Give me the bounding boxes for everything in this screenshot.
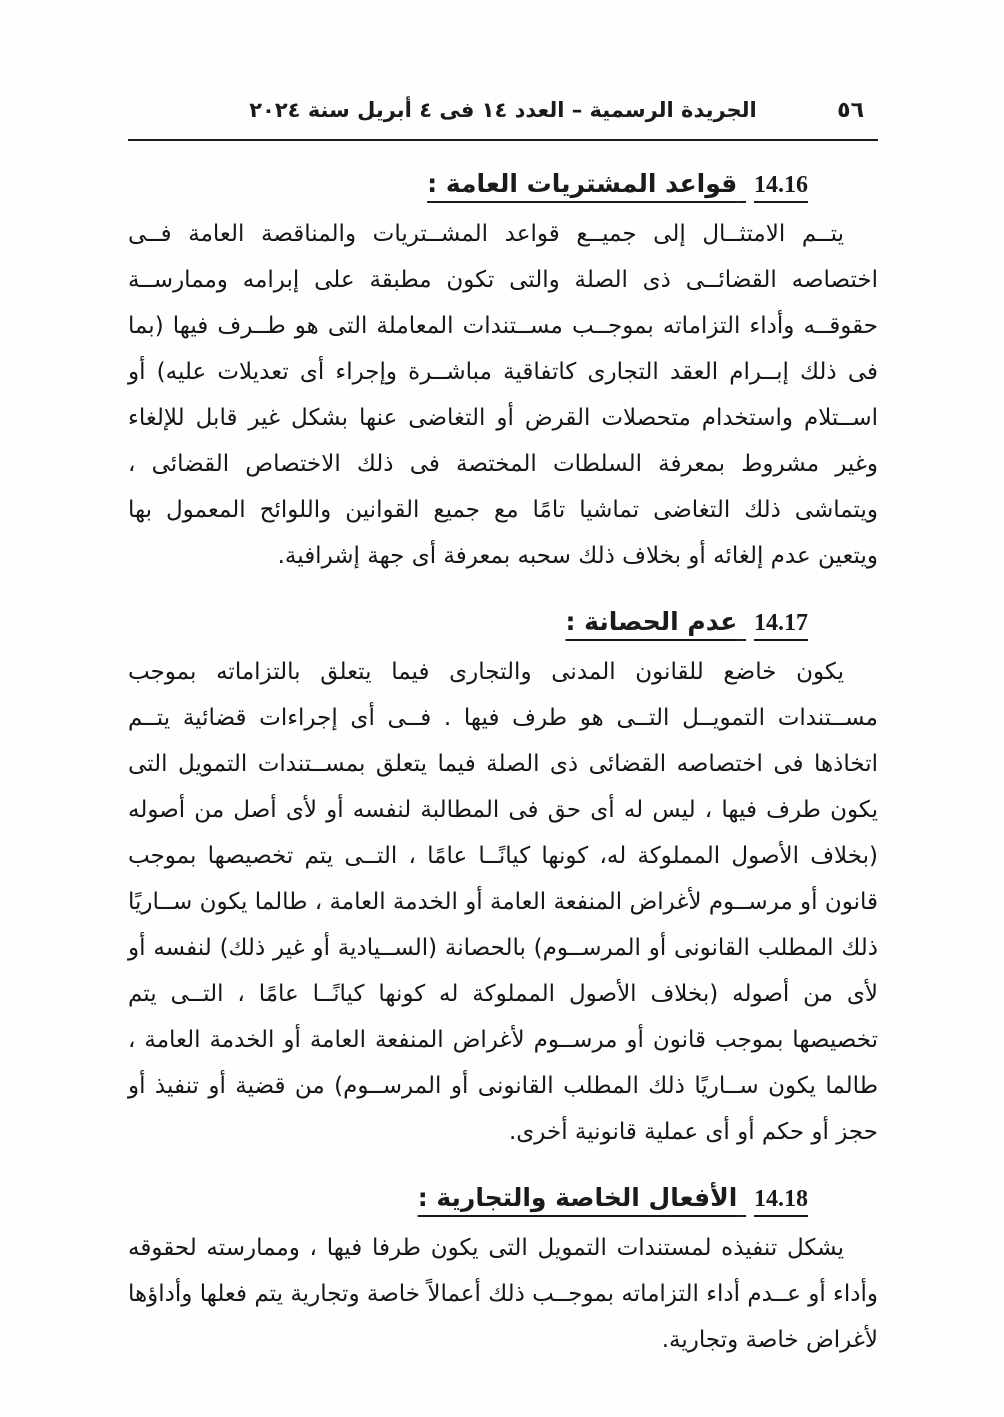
section-paragraph: يكون خاضع للقانون المدنى والتجارى فيما يتعلق بالتزاماته بموجب مســتندات التمويــل التــى هو طرف فيها . فــى أى إجراءات قضائية يتــم اتخاذها فى اختصاصه القضائى ذى الصلة فيما يتعلق بمســتندات التمويل التى يكون طرف فيها ، ليس له أى حق فى المطالبة لنفسه أو لأى أصل من أصوله (بخلاف الأصول المملوكة له، كونها كيانًــا عامًا ، التــى يتم تخصيصها بموجب قانون أو مرســوم لأغراض المنفعة العامة أو الخدمة العامة ، طالما يكون ســاريًا ذلك المطلب القانونى أو المرســوم) بالحصانة (الســيادية أو غير ذلك) لنفسه أو لأى من أصوله (بخلاف الأصول المملوكة له كونها كيانًــا عامًا ، التــى يتم تخصيصها بموجب قانون أو مرســوم لأغراض المنفعة العامة أو الخدمة العامة ، طالما يكون ســاريًا ذلك المطلب القانونى أو المرســوم) من قضية أو تنفيذ أو حجز أو حكم أو أى عملية قانونية أخرى. [128,659,878,1145]
header-title: الجريدة الرسمية – العدد ١٤ فى ٤ أبريل سنة ٢٠٢٤ [249,98,757,122]
section-number: 14.18 [754,1186,808,1212]
section-heading-14-17 [128,603,878,641]
section-title: قواعد المشتريات العامة : [427,169,738,198]
section-heading-14-16 [128,165,878,203]
header-divider [128,139,878,141]
section-paragraph: يشكل تنفيذه لمستندات التمويل التى يكون طرفا فيها ، وممارسته لحقوقه وأداء أو عــدم أداء التزاماته بموجــب ذلك أعمالاً خاصة وتجارية يتم فعلها وأداؤها لأغراض خاصة وتجارية. [128,1235,878,1353]
section-14-16 [128,165,878,579]
section-14-18 [128,1179,878,1363]
section-number: 14.17 [754,610,808,636]
section-paragraph: يتــم الامتثــال إلى جميــع قواعد المشــتريات والمناقصة العامة فــى اختصاصه القضائــى ذى الصلة والتى تكون مطبقة على إبرامه وممارســة حقوقــه وأداء التزاماته بموجــب مســتندات المعاملة التى هو طــرف فيها (بما فى ذلك إبــرام العقد التجارى كاتفاقية مباشــرة وإجراء أى تعديلات عليه) أو اســتلام واستخدام متحصلات القرض أو التغاضى عنها بشكل غير قابل للإلغاء وغير مشروط بمعرفة السلطات المختصة فى ذلك الاختصاص القضائى ، ويتماشى ذلك التغاضى تماشيا تامًا مع جميع القوانين واللوائح المعمول بها ويتعين عدم إلغائه أو بخلاف ذلك سحبه بمعرفة أى جهة إشرافية. [128,221,878,569]
section-14-17 [128,603,878,1155]
page-header [128,98,878,134]
section-heading-14-18 [128,1179,878,1217]
section-title: الأفعال الخاصة والتجارية : [417,1183,738,1212]
section-title: عدم الحصانة : [565,607,738,636]
section-number: 14.16 [754,172,808,198]
page-number: ٥٦ [837,98,864,123]
